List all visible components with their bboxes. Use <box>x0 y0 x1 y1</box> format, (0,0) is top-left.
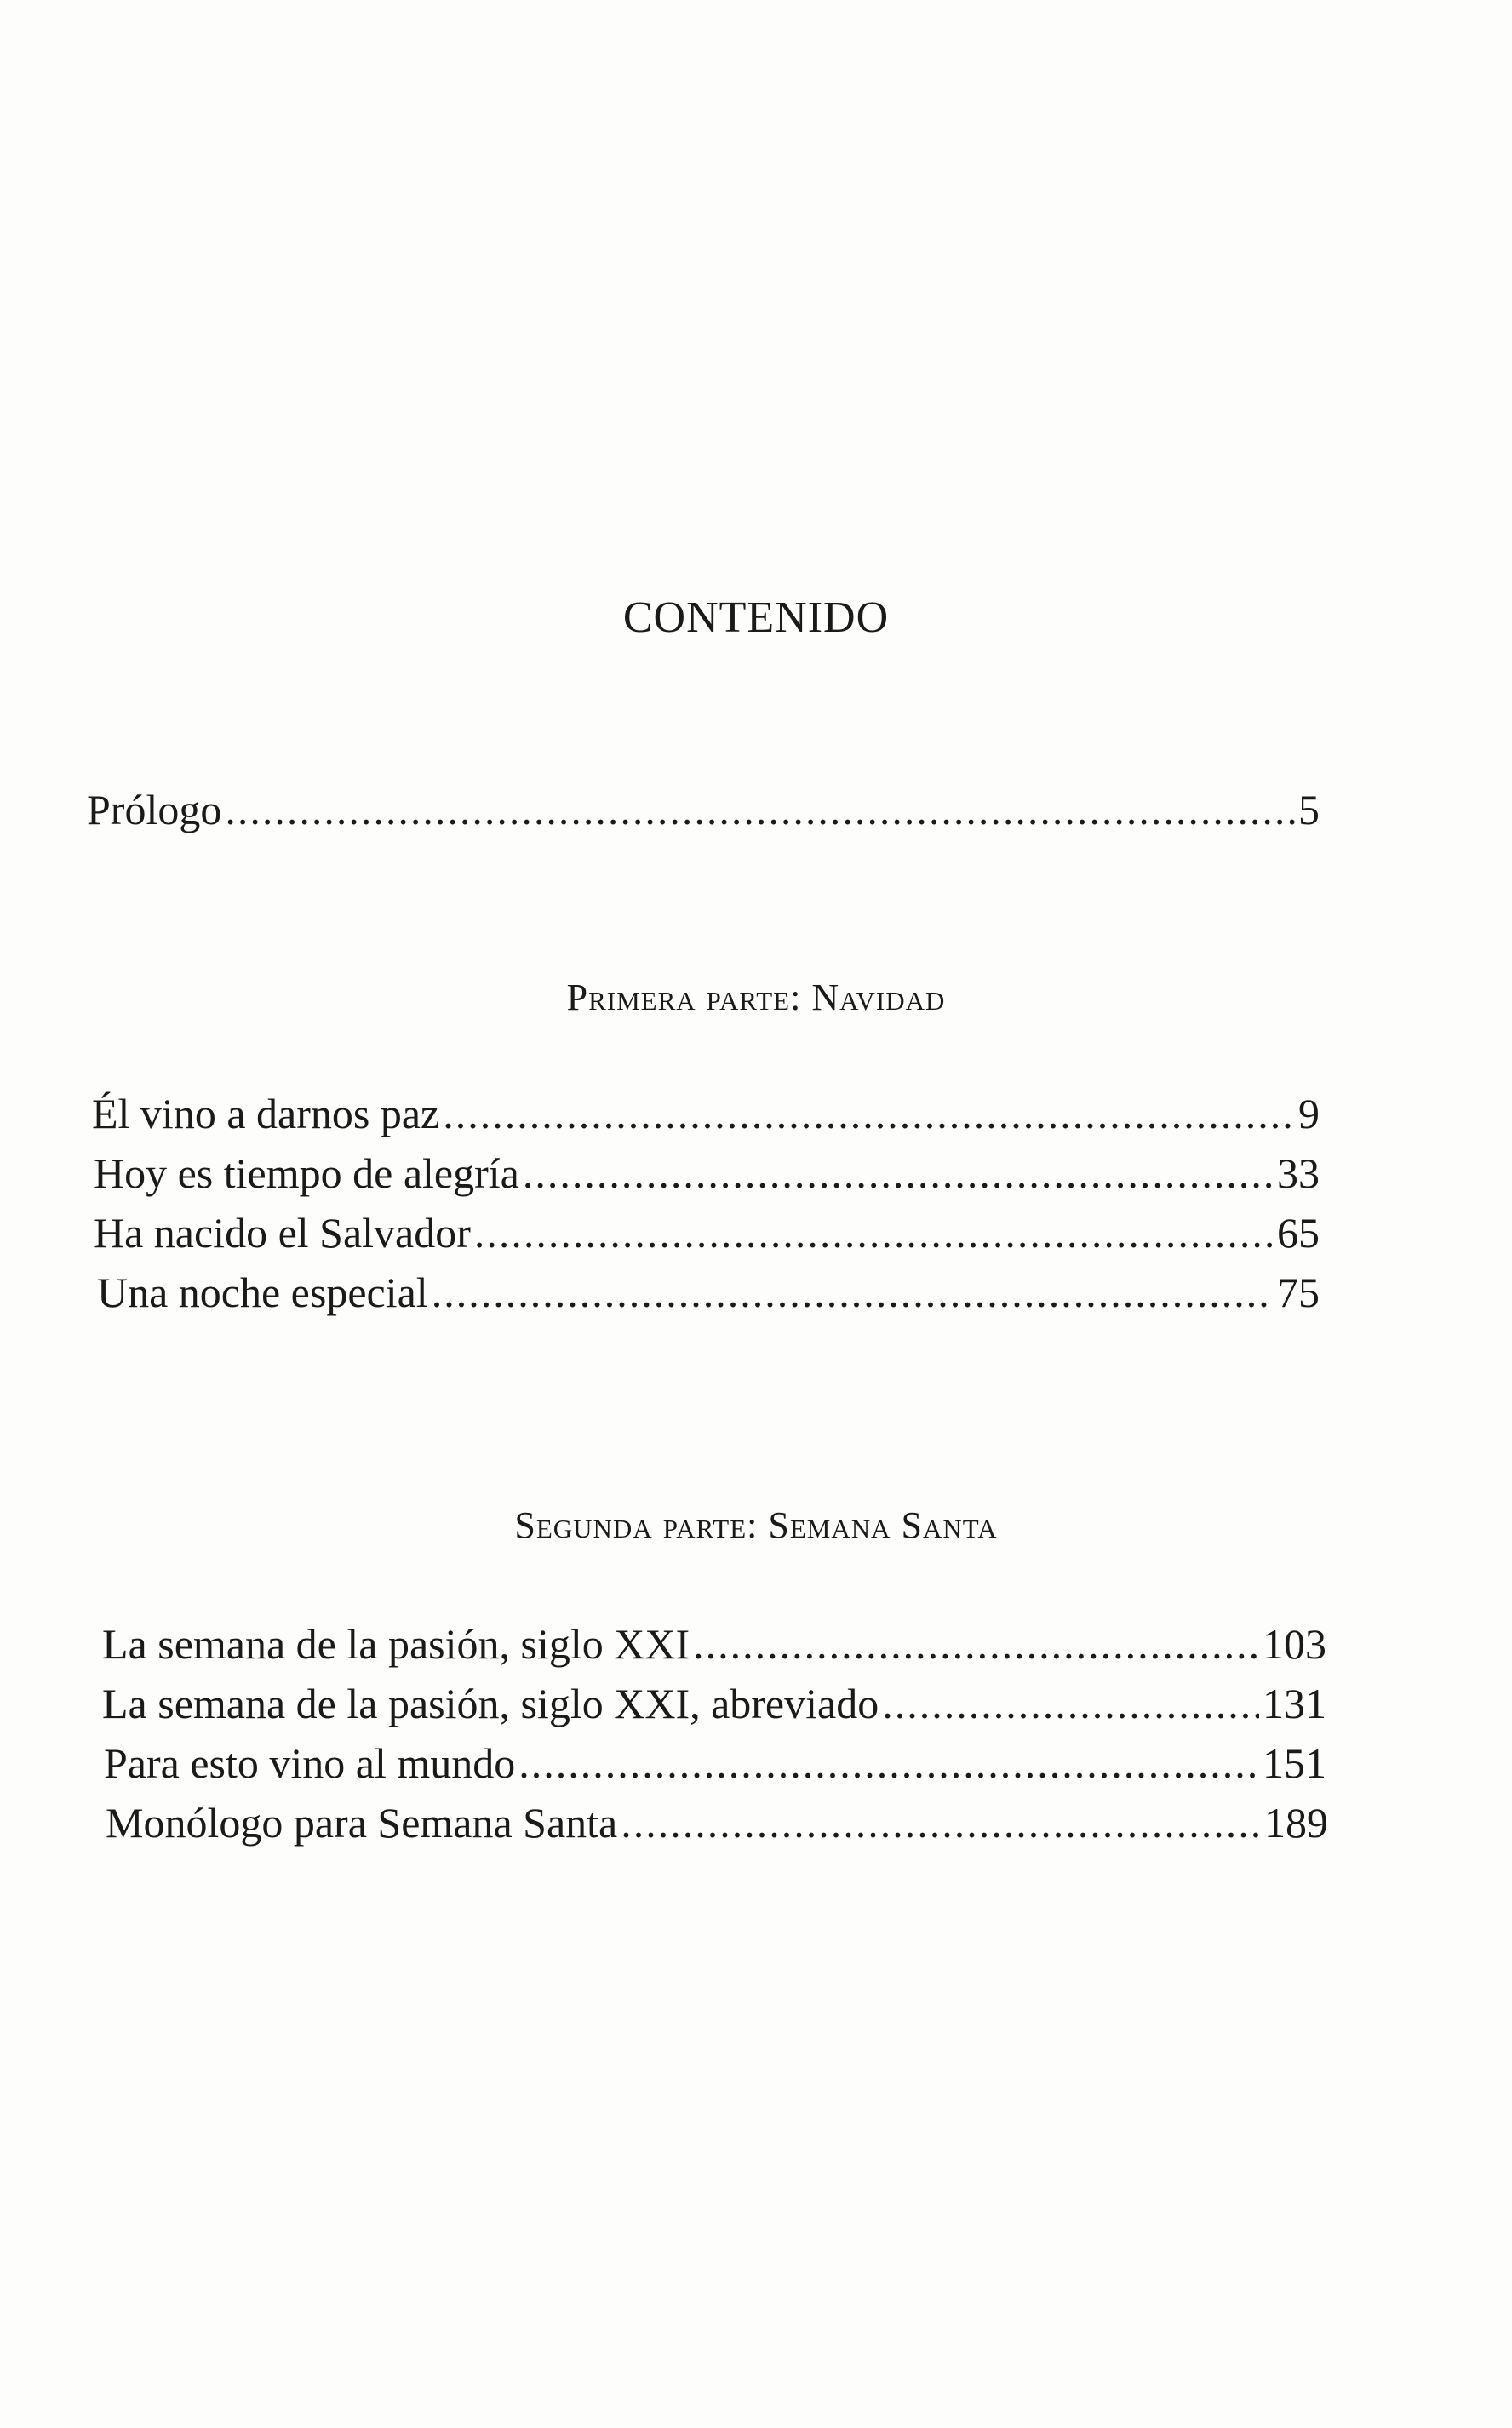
toc-title: CONTENIDO <box>622 593 890 642</box>
toc-entry[interactable] <box>94 1149 1320 1197</box>
toc-entry[interactable] <box>92 1092 1320 1135</box>
dot-leader <box>443 1092 1295 1135</box>
dot-leader <box>518 1742 1259 1784</box>
section-heading-primera-parte: Primera parte: Navidad <box>566 976 946 1018</box>
toc-entry-label: Hoy es tiempo de alegría <box>94 1149 519 1197</box>
toc-entry[interactable] <box>104 1739 1326 1787</box>
toc-entry-label: La semana de la pasión, siglo XXI, abreviado <box>102 1680 879 1727</box>
toc-entry[interactable] <box>102 1682 1326 1725</box>
toc-entry-page: 75 <box>1277 1268 1320 1316</box>
toc-entry-page: 103 <box>1263 1620 1326 1668</box>
toc-entry-page: 33 <box>1277 1149 1320 1197</box>
dot-leader <box>432 1271 1274 1314</box>
toc-entry-label: Una noche especial <box>97 1268 428 1316</box>
toc-entry[interactable] <box>106 1799 1328 1847</box>
toc-entry-label: Él vino a darnos paz <box>92 1090 440 1137</box>
toc-entry-label: La semana de la pasión, siglo XXI <box>102 1620 690 1668</box>
toc-entry-page: 9 <box>1298 1090 1320 1137</box>
dot-leader <box>882 1682 1259 1725</box>
dot-leader <box>225 788 1295 831</box>
dot-leader <box>523 1152 1274 1194</box>
toc-entry-page: 131 <box>1263 1680 1326 1727</box>
toc-entry[interactable] <box>102 1620 1326 1668</box>
dot-leader <box>474 1211 1274 1254</box>
toc-entry-label: Monólogo para Semana Santa <box>106 1799 618 1847</box>
toc-entry-label: Ha nacido el Salvador <box>94 1209 471 1257</box>
dot-leader <box>693 1623 1259 1665</box>
toc-entry-page: 65 <box>1277 1209 1320 1257</box>
toc-entry-prologue[interactable] <box>87 788 1320 831</box>
section-heading-segunda-parte: Segunda parte: Semana Santa <box>514 1504 998 1546</box>
toc-entry-page: 151 <box>1263 1739 1326 1787</box>
toc-entry[interactable] <box>94 1209 1320 1257</box>
toc-entry-label: Para esto vino al mundo <box>104 1739 516 1787</box>
toc-entry-page: 189 <box>1264 1799 1328 1847</box>
toc-entry[interactable] <box>97 1268 1320 1316</box>
toc-entry-label: Prólogo <box>87 786 222 833</box>
toc-entry-page: 5 <box>1298 786 1320 833</box>
dot-leader <box>621 1801 1261 1844</box>
